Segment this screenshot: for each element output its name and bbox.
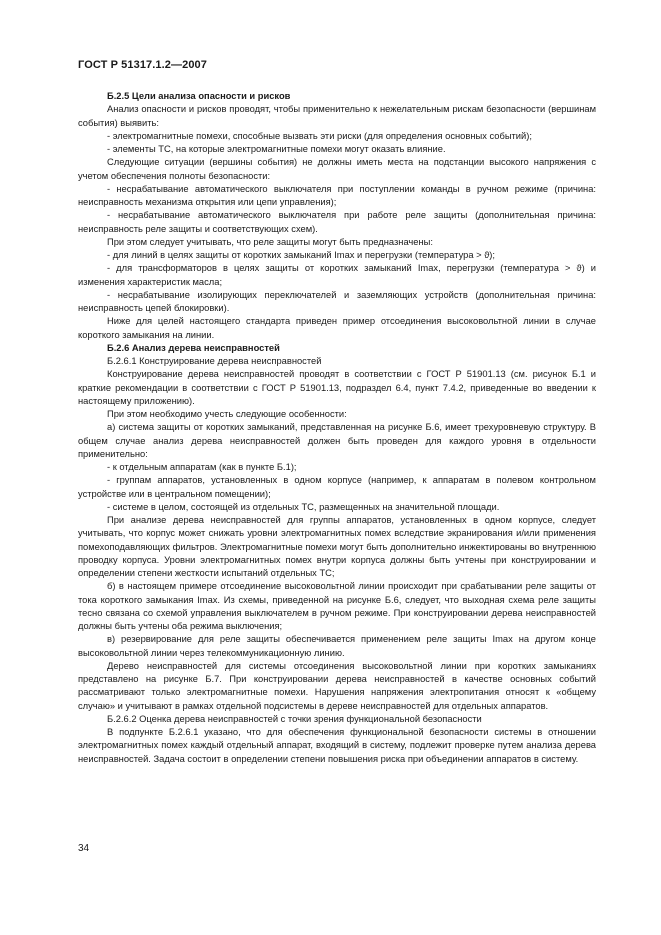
paragraph: При этом необходимо учесть следующие особенности: xyxy=(107,409,347,419)
paragraph: Следующие ситуации (вершины события) не должны иметь места на подстанции высокого напряжения с учетом обеспечения полноты безопасности: xyxy=(78,157,596,181)
document-body xyxy=(78,90,596,766)
page-number: 34 xyxy=(78,843,90,854)
paragraph: Дерево неисправностей для системы отсоединения высоковольтной линии при коротких замыканиях представлено на рисунке Б.7. При конструировании дерева неисправностей в качестве основных событий рассматривают только электромагнитные помехи. Нарушения напряжения электропитания относят к «общему случаю» и учитывают в рамках отдельной подсистемы в дереве неисправностей для отдельных аппаратов. xyxy=(78,660,596,711)
paragraph: - к отдельным аппаратам (как в пункте Б.1); xyxy=(107,462,297,472)
paragraph: В подпункте Б.2.6.1 указано, что для обеспечения функциональной безопасности системы в отношении электромагнитных помех каждый отдельный аппарат, входящий в систему, подлежит проверке путем анализа дерева неисправностей. Задача состоит в определении степени повышения риска при объединении аппаратов в систему. xyxy=(78,727,596,764)
paragraph: Б.2.6.2 Оценка дерева неисправностей с точки зрения функциональной безопасности xyxy=(107,713,482,724)
paragraph: - для линий в целях защиты от коротких замыканий Imax и перегрузки (температура > ϑ); xyxy=(107,250,496,260)
paragraph: - несрабатывание автоматического выключателя при поступлении команды в ручном режиме (причина: неисправность механизма открытия или цепи управления); xyxy=(78,183,596,207)
paragraph: При анализе дерева неисправностей для группы аппаратов, установленных в одном корпусе, следует учитывать, что корпус может снижать уровни электромагнитных помех вследствие экранирования и/или применения помехоподавляющих фильтров. Электромагнитные помехи могут быть дополнительно инжектированы во внутреннюю проводку корпуса. Уровни электромагнитных помех внутри корпуса должны быть учтены при конструировании и определении степени жесткости испытаний отдельных ТС; xyxy=(78,515,596,578)
paragraph: Ниже для целей настоящего стандарта приведен пример отсоединения высоковольтной линии в случае короткого замыкания на линии. xyxy=(78,316,596,340)
paragraph: - элементы ТС, на которые электромагнитные помехи могут оказать влияние. xyxy=(107,144,446,154)
paragraph: - группам аппаратов, установленных в одном корпусе (например, к аппаратам в полевом контрольном устройстве или в центральном помещении); xyxy=(78,475,596,499)
paragraph: в) резервирование для реле защиты обеспечивается применением реле защиты Imax на другом конце высоковольтной линии через телекоммуникационную линию. xyxy=(78,634,596,658)
paragraph: Б.2.6.1 Конструирование дерева неисправностей xyxy=(107,356,322,366)
paragraph: При этом следует учитывать, что реле защиты могут быть предназначены: xyxy=(107,236,433,247)
document-header: ГОСТ Р 51317.1.2—2007 xyxy=(78,59,207,71)
paragraph: а) система защиты от коротких замыканий, представленная на рисунке Б.6, имеет трехуровневую структуру. В общем случае анализ дерева неисправностей должен быть проведен для каждого уровня в отдельности применительно: xyxy=(78,422,596,459)
paragraph: - несрабатывание изолирующих переключателей и заземляющих устройств (дополнительная причина: неисправность цепей блокировки). xyxy=(78,289,596,313)
paragraph: - системе в целом, состоящей из отдельных ТС, размещенных на значительной площади. xyxy=(107,501,500,512)
paragraph: - для трансформаторов в целях защиты от коротких замыканий Imax, перегрузки (температура > ϑ) и изменения характеристик масла; xyxy=(78,263,596,287)
section-heading: Б.2.6 Анализ дерева неисправностей xyxy=(107,342,280,353)
paragraph: Анализ опасности и рисков проводят, чтобы применительно к нежелательным рискам безопасности (вершинам события) выявить: xyxy=(78,104,596,128)
paragraph: - несрабатывание автоматического выключателя при работе реле защиты (дополнительная причина: неисправность реле защиты и соответствующих схем). xyxy=(78,210,596,234)
section-heading: Б.2.5 Цели анализа опасности и рисков xyxy=(107,91,291,101)
paragraph: Конструирование дерева неисправностей проводят в соответствии с ГОСТ Р 51901.13 (см. рисунок Б.1 и краткие рекомендации в соответствии с ГОСТ Р 51901.13, подраздел 6.4, пункт 7.4.2, приведенные во введении к настоящему приложению). xyxy=(78,369,596,406)
paragraph: - электромагнитные помехи, способные вызвать эти риски (для определения основных событий); xyxy=(107,130,532,141)
paragraph: б) в настоящем примере отсоединение высоковольтной линии происходит при срабатывании реле защиты от тока короткого замыкания Imax. Из схемы, приведенной на рисунке Б.6, следует, что выходная схема реле защиты тесно связана со схемой управления выключателем в ручном режиме. При конструировании дерева неисправностей должны быть учтены оба режима выключения; xyxy=(78,581,596,631)
